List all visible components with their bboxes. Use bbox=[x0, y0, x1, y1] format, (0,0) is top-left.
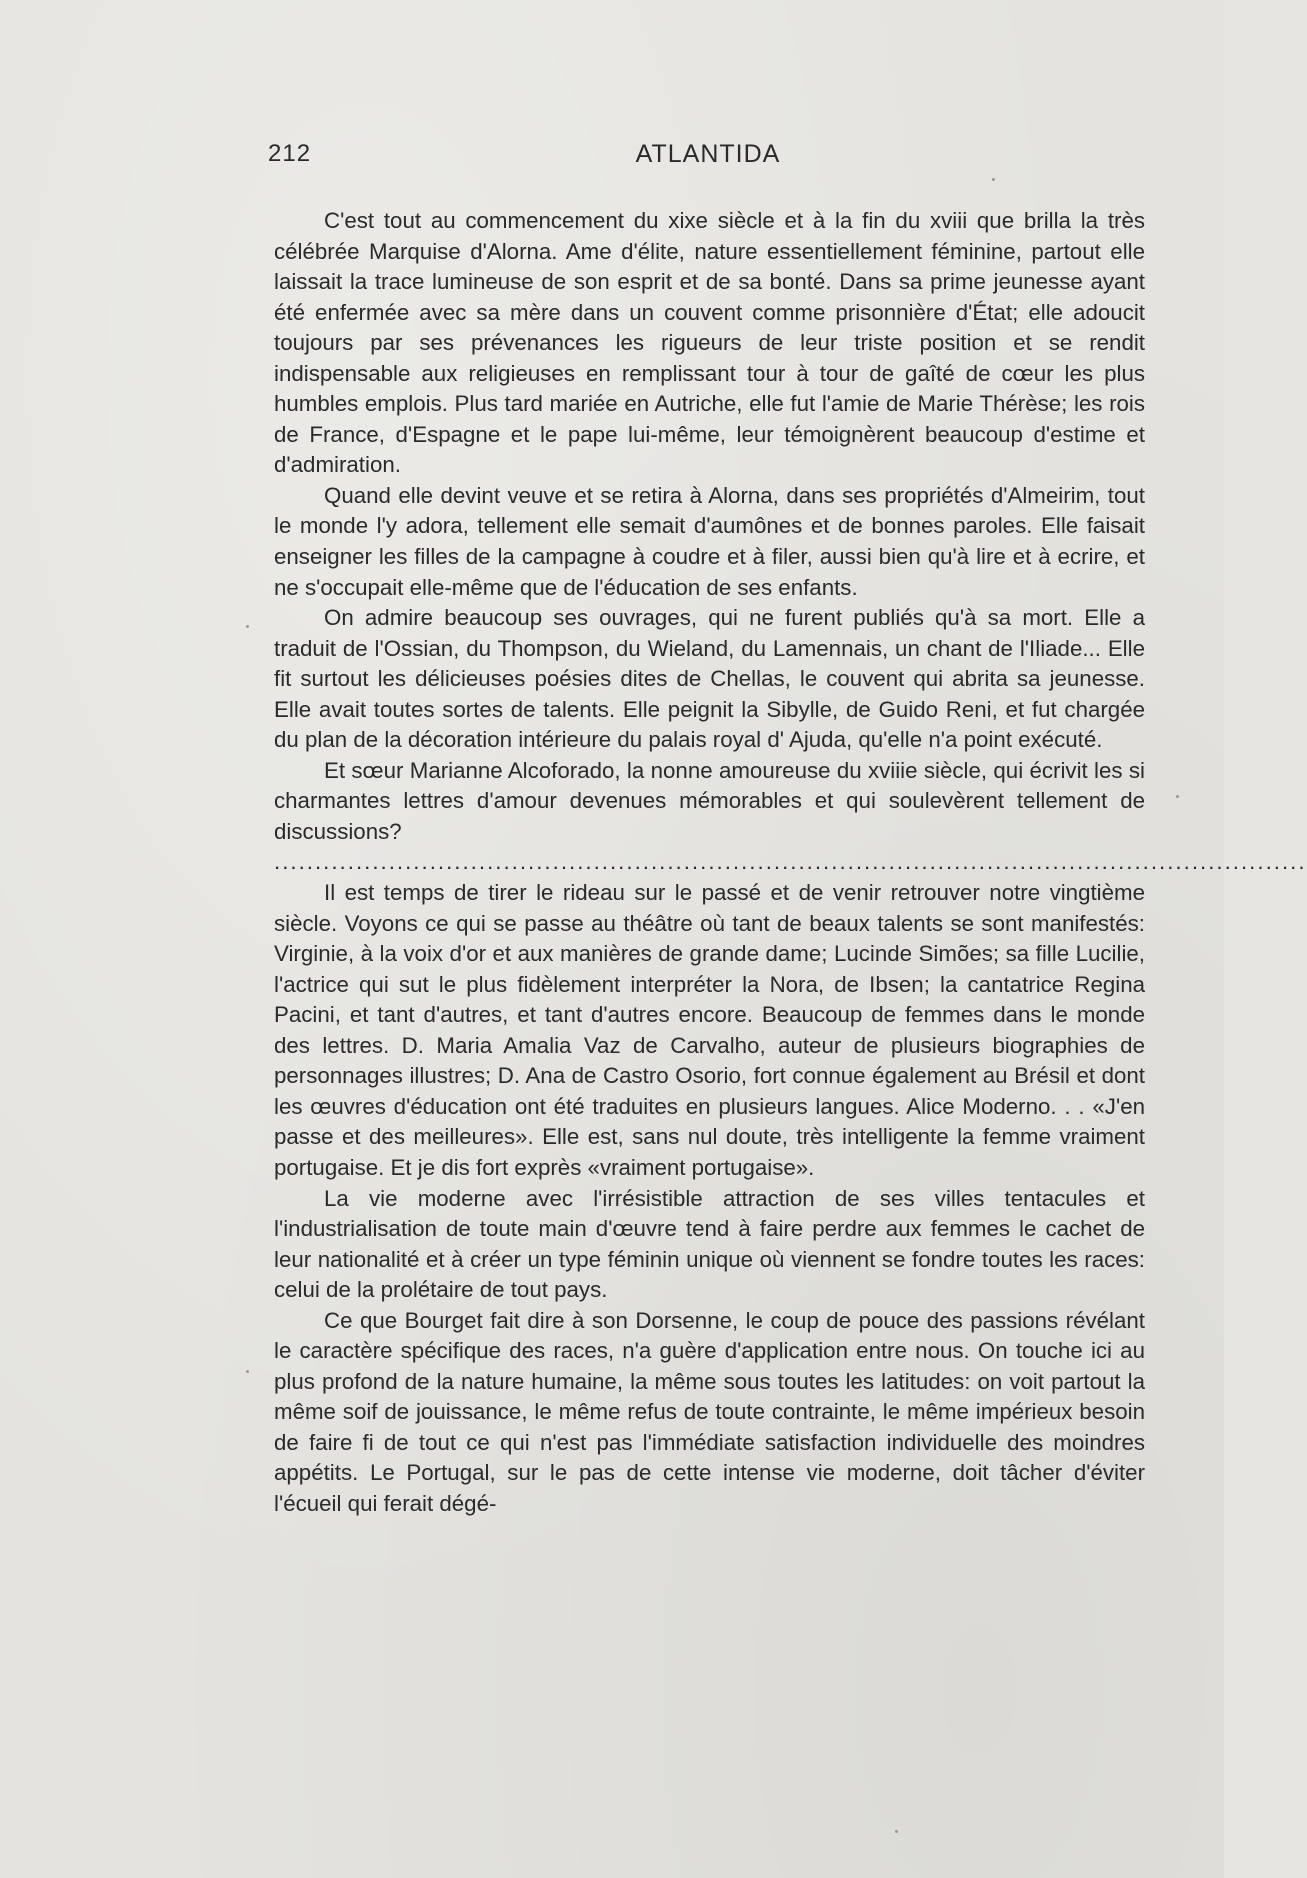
paragraph-alcoforado: Et sœur Marianne Alcoforado, la nonne amoureuse du xviiie siècle, qui écrivit les si charmantes lettres d'amour devenues mémorables et qui soulevèrent tellement de discussions? bbox=[274, 757, 1145, 844]
body-text bbox=[274, 206, 1307, 1520]
paper-speck bbox=[895, 1830, 898, 1833]
page-header bbox=[268, 140, 1148, 180]
paragraph-twentieth-century: Il est temps de tirer le rideau sur le passé et de venir retrouver notre vingtième siècle. Voyons ce qui se passe au théâtre où tant de beaux talents se sont manifestés: Virginie, à la voix d'or et aux manières de grande dame; Lucinde Simões; sa fille Lucilie, l'actrice qui sut le plus fidèlement interpréter la Nora, de Ibsen; la cantatrice Regina Pacini, et tant d'autres, et tant d'autres encore. Beaucoup de femmes dans le monde des lettres. D. Maria Amalia Vaz de Carvalho, auteur de plusieurs biographies de personnages illustres; D. Ana de Castro Osorio, fort connue également au Brésil et dont les œuvres d'éducation ont été traduites en plusieurs langues. Alice Moderno. . . «J'en passe et des meilleures». Elle est, sans nul doute, très intelligente la femme vraiment portugaise. Et je dis fort exprès «vraiment portugaise». bbox=[274, 880, 1145, 1180]
paragraph-bourget: Ce que Bourget fait dire à son Dorsenne, le coup de pouce des passions révélant le caractère spécifique des races, n'a guère d'application entre nous. On touche ici au plus profond de la nature humaine, la même sous toutes les latitudes: on voit partout la même soif de jouissance, le même refus de toute contrainte, le même impérieux besoin de faire fi de tout ce qui n'est pas l'immédiate satisfaction individuelle des moindres appétits. Le Portugal, sur le pas de cette intense vie moderne, doit tâcher d'éviter l'écueil qui ferait dégé- bbox=[274, 1307, 1145, 1516]
paragraph-modern-life: La vie moderne avec l'irrésistible attraction de ses villes tentacules et l'industrialisation de toute main d'œuvre tend à faire perdre aux femmes le cachet de leur nationalité et à créer un type féminin unique où viennent se fondre toutes les races: celui de la prolétaire de tout pays. bbox=[274, 1185, 1145, 1303]
paragraph-alorna-widow: Quand elle devint veuve et se retira à Alorna, dans ses propriétés d'Almeirim, tout le monde l'y adora, tellement elle semait d'aumônes et de bonnes paroles. Elle faisait enseigner les filles de la campagne à coudre et à filer, aussi bien qu'à lire et à ecrire, et ne s'occupait elle-même que de l'éducation de ses enfants. bbox=[274, 482, 1145, 600]
paragraph-alorna-works: On admire beaucoup ses ouvrages, qui ne furent publiés qu'à sa mort. Elle a traduit de l'Ossian, du Thompson, du Wieland, du Lamennais, un chant de l'Iliade... Elle fit surtout les délicieuses poésies dites de Chellas, le couvent qui abrita sa jeunesse. Elle avait toutes sortes de talents. Elle peignit la Sibylle, de Guido Reni, et fut chargée du plan de la décoration intérieure du palais royal d' Ajuda, qu'elle n'a point exécuté. bbox=[274, 605, 1145, 753]
dotted-separator: .............................................................................................................................. bbox=[274, 849, 1307, 875]
paper-speck bbox=[246, 1370, 249, 1373]
paper-speck bbox=[1176, 795, 1179, 798]
page-number: 212 bbox=[268, 140, 312, 167]
paper-speck bbox=[992, 178, 995, 181]
paragraph-alorna-intro: C'est tout au commencement du xixe siècle et à la fin du xviii que brilla la très célébrée Marquise d'Alorna. Ame d'élite, nature essentiellement féminine, partout elle laissait la trace lumineuse de son esprit et de sa bonté. Dans sa prime jeunesse ayant été enfermée avec sa mère dans un couvent comme prisonnière d'État; elle adoucit toujours par ses prévenances les rigueurs de leur triste position et se rendit indispensable aux religieuses en remplissant tour à tour de gaîté de cœur les plus humbles emplois. Plus tard mariée en Autriche, elle fut l'amie de Marie Thérèse; les rois de France, d'Espagne et le pape lui-même, leur témoignèrent beaucoup d'estime et d'admiration. bbox=[274, 208, 1145, 478]
running-title: ATLANTIDA bbox=[635, 140, 781, 168]
paper-speck bbox=[246, 625, 249, 628]
